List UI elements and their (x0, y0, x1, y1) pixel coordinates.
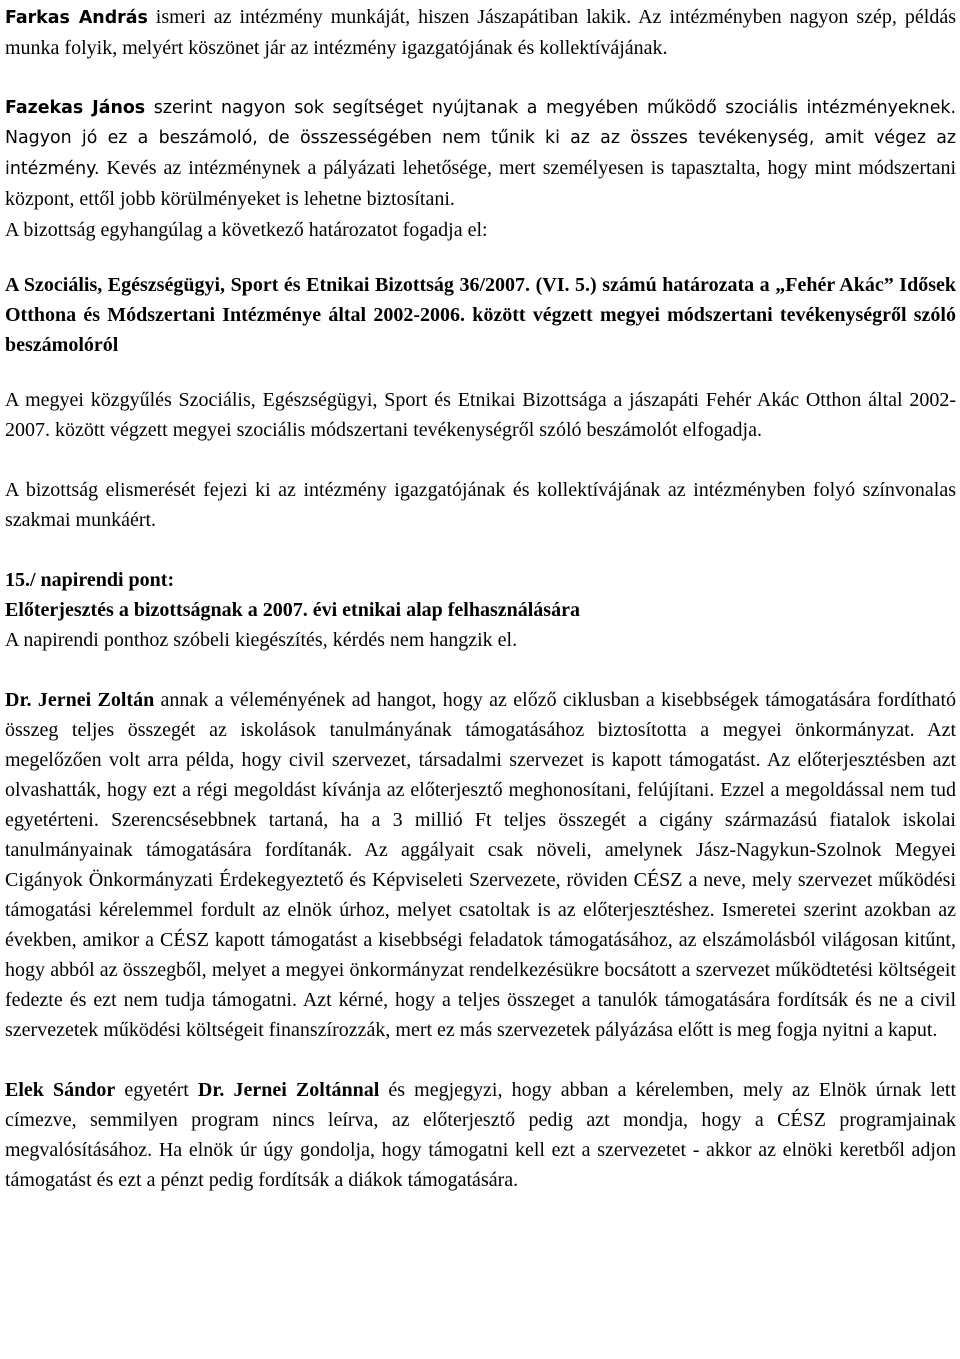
spacer (5, 245, 956, 270)
paragraph-text: és megjegyzi, hogy abban a kérelemben, mely az Elnök úrnak lett címezve, semmilyen program nincs leírva, az előterjesztő pedig azt mondja, hogy a CÉSZ programjainak megvalósításához. Ha elnök úr úgy gondolja, hogy támogatni kell ezt a szervezetet - akkor az elnöki keretből adjon támogatást és ezt a pénzt pedig fordítsák a diákok támogatására. (5, 1079, 957, 1191)
spacer (5, 655, 956, 685)
paragraph-text: Kevés az intézménynek a pályázati lehetősége, mert személyesen is tapasztalta, hogy mint módszertani központ, ettől jobb körülményeket is lehetne biztosítani. (5, 157, 956, 210)
paragraph-fazekas (5, 93, 956, 215)
spacer (5, 1045, 956, 1075)
speaker-name: Dr. Jernei Zoltánnal (197, 1079, 380, 1101)
speaker-name: Fazekas János (5, 98, 146, 118)
speaker-name: Dr. Jernei Zoltán (5, 689, 155, 711)
decision-intro: A bizottság egyhangúlag a következő határozatot fogadja el: (5, 219, 488, 241)
paragraph-text: egyetért (115, 1079, 198, 1101)
acknowledgement: A bizottság elismerését fejezi ki az intézmény igazgatójának és kollektívájának az intézményben folyó színvonalas szakmai munkáért. (5, 479, 956, 531)
paragraph-jernei (5, 685, 956, 1045)
spacer (5, 445, 956, 475)
paragraph-text: annak a véleményének ad hangot, hogy az előző ciklusban a kisebbségek támogatására fordítható összeg teljes összegét az iskolások tanulmányának támogatásához biztosította a megyei önkormányzat. Azt megelőzően volt arra példa, hogy civil szervezet, társadalmi szervezet is kapott támogatást. Az előterjesztésben azt olvashatták, hogy ezt a régi megoldást kívánja az előterjesztő meghonosítani, felújítani. Ezzel a megoldással nem tud egyetérteni. Szerencsésebbnek tartaná, ha a 3 millió Ft teljes összegét a cigány származású fiatalok iskolai tanulmányainak támogatására fordítanák. Az aggályait csak növeli, amelynek Jász-Nagykun-Szolnok Megyei Cigányok Önkormányzati Érdekegyeztető és Képviseleti Szervezete, röviden CÉSZ a neve, mely szervezet működési támogatási kérelemmel fordult az elnök úrhoz, melyet csatoltak is az előterjesztéshez. Ismeretei szerint azokban az években, amikor a CÉSZ kapott támogatást a kisebbségi feladatok támogatásához, az elszámolásból világosan kitűnt, hogy abból az összegből, melyet a megyei önkormányzat rendelkezésükre bocsátott a szervezet működtetési költségeit fedezte és ezt nem tudja támogatni. Azt kérné, hogy a teljes összeget a tanulók támogatására fordítsák és ne a civil szervezetek működési költségeit finanszírozzák, mert ez más szervezetek pályázása előtt is meg fogja nyitni a kaput. (5, 689, 956, 1041)
spacer (5, 360, 956, 385)
resolution-body: A megyei közgyűlés Szociális, Egészségügyi, Sport és Etnikai Bizottsága a jászapáti Fehér Akác Otthon által 2002-2007. között végzett megyei szociális módszertani tevékenységről szóló beszámolót elfogadja. (5, 389, 956, 441)
spacer (5, 535, 956, 565)
paragraph-text: ismeri az intézmény munkáját, hiszen Jászapátiban lakik. Az intézményben nagyon szép, példás munka folyik, melyért köszönet jár az intézmény igazgatójának és kollektívájának. (5, 6, 956, 59)
paragraph-farkas (5, 2, 956, 63)
agenda-number: 15./ napirendi pont: (5, 569, 175, 591)
paragraph-elek (5, 1075, 956, 1195)
resolution-title: A Szociális, Egészségügyi, Sport és Etnikai Bizottság 36/2007. (VI. 5.) számú határozata a „Fehér Akác” Idősek Otthona és Módszertani Intézménye által 2002-2006. között végzett megyei módszertani tevékenységről szóló beszámolóról (5, 274, 956, 356)
agenda-title: Előterjesztés a bizottságnak a 2007. évi etnikai alap felhasználására (5, 599, 580, 621)
speaker-name: Farkas András (5, 8, 148, 28)
paragraph-text: szerint nagyon sok segítséget nyújtanak a megyében működő szociális intézményeknek. Nagyon jó ez a beszámoló, de összességében nem tűnik ki az az összes tevékenység, amit végez az intézmény. (5, 98, 956, 179)
agenda-note: A napirendi ponthoz szóbeli kiegészítés, kérdés nem hangzik el. (5, 629, 518, 651)
speaker-name: Elek Sándor (5, 1079, 116, 1101)
spacer (5, 63, 956, 93)
